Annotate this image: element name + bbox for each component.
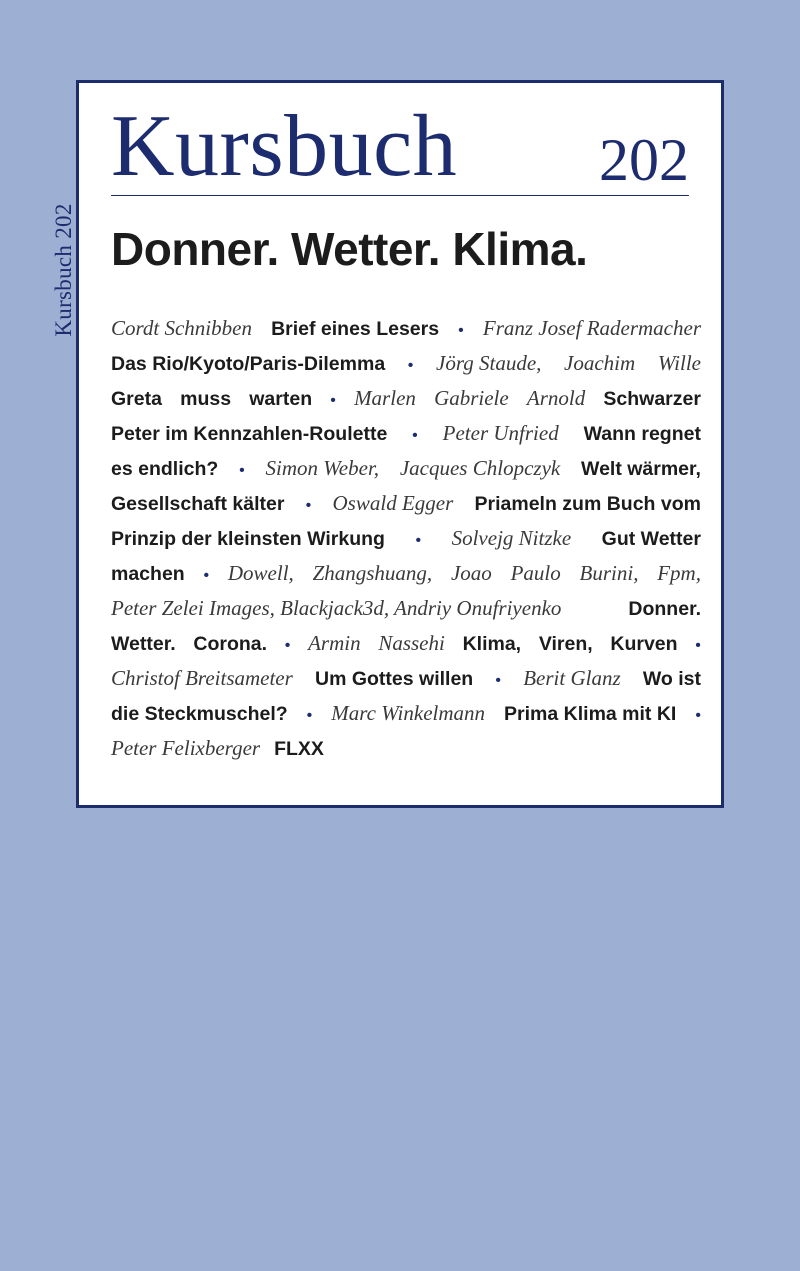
article-title: Das Rio/Kyoto/Paris-Dilemma bbox=[111, 353, 386, 375]
spine-title: Kursbuch 202 bbox=[51, 203, 76, 337]
bullet-separator: • bbox=[330, 392, 336, 409]
article-title: Welt wärmer, bbox=[581, 458, 701, 480]
article-title: es endlich? bbox=[111, 458, 219, 480]
article-title-word: Corona. bbox=[193, 633, 268, 655]
issue-number: 202 bbox=[599, 127, 689, 193]
bullet-separator: • bbox=[203, 567, 210, 584]
author-name: Peter Zelei Images, Blackjack3d, Andriy Onufriyenko bbox=[111, 596, 562, 620]
bullet-separator: • bbox=[239, 462, 245, 479]
article-title: Gesellschaft kälter bbox=[111, 493, 285, 515]
author-name-word: Nassehi bbox=[378, 631, 445, 655]
contents-line bbox=[111, 451, 701, 486]
bullet-separator: • bbox=[412, 427, 418, 444]
bullet-separator: • bbox=[695, 637, 701, 654]
article-title-word: Klima, bbox=[462, 633, 522, 655]
author-name: Cordt Schnibben bbox=[111, 316, 252, 340]
cover-panel bbox=[76, 80, 724, 808]
author-name-word: Paulo bbox=[510, 561, 561, 585]
author-name-word: Zhangshuang, bbox=[312, 561, 433, 585]
article-title: Prinzip der kleinsten Wirkung bbox=[111, 528, 385, 550]
article-title: Wann regnet bbox=[583, 423, 701, 445]
author-name: Simon Weber, bbox=[265, 456, 380, 480]
author-name: Oswald Egger bbox=[332, 491, 454, 515]
author-name-word: Arnold bbox=[526, 386, 586, 410]
author-name: Peter Unfried bbox=[442, 421, 559, 445]
masthead bbox=[111, 98, 689, 196]
contents-line bbox=[111, 311, 701, 346]
author-name: Jacques Chlopczyk bbox=[399, 456, 561, 480]
contents-line bbox=[111, 416, 701, 451]
bullet-separator: • bbox=[695, 707, 701, 724]
article-title: die Steckmuschel? bbox=[111, 703, 288, 725]
issue-title: Donner. Wetter. Klima. bbox=[111, 223, 588, 275]
bullet-separator: • bbox=[284, 637, 291, 654]
author-name: Joachim bbox=[564, 351, 636, 375]
contents-line bbox=[111, 486, 701, 521]
author-name-word: Marlen bbox=[354, 386, 416, 410]
article-title: Brief eines Lesers bbox=[271, 318, 440, 340]
bullet-separator: • bbox=[415, 532, 422, 549]
author-name: Marc Winkelmann bbox=[331, 701, 486, 725]
article-title: Peter im Kennzahlen-Roulette bbox=[111, 423, 388, 445]
author-name-word: Joao bbox=[450, 561, 492, 585]
article-title-word: muss bbox=[180, 388, 232, 410]
article-title-word: Wetter. bbox=[111, 633, 176, 655]
author-name: Franz Josef Radermacher bbox=[482, 316, 701, 340]
article-title: FLXX bbox=[274, 738, 324, 760]
bullet-separator: • bbox=[407, 357, 414, 374]
table-of-contents bbox=[111, 311, 701, 766]
contents-line bbox=[111, 661, 701, 696]
author-name: Wille bbox=[657, 351, 701, 375]
author-name: Berit Glanz bbox=[523, 666, 621, 690]
contents-line bbox=[111, 731, 701, 766]
contents-line bbox=[111, 521, 701, 556]
author-name: Jörg Staude, bbox=[436, 351, 542, 375]
author-name-word: Armin bbox=[308, 631, 361, 655]
author-name-word: Fpm, bbox=[657, 561, 701, 585]
article-title: Schwarzer bbox=[603, 388, 701, 410]
contents-line bbox=[111, 696, 701, 731]
contents-line bbox=[111, 626, 701, 661]
magazine-title: Kursbuch bbox=[111, 98, 458, 195]
article-title-word: Kurven bbox=[610, 633, 678, 655]
article-title: Wo ist bbox=[642, 668, 701, 690]
contents-line bbox=[111, 381, 701, 416]
article-title-word: Greta bbox=[111, 388, 162, 410]
article-title-word: warten bbox=[249, 388, 313, 410]
article-title: Gut Wetter bbox=[601, 528, 701, 550]
article-title: machen bbox=[111, 563, 185, 585]
article-title-word: Viren, bbox=[538, 633, 593, 655]
author-name-word: Dowell, bbox=[227, 561, 294, 585]
bullet-separator: • bbox=[306, 707, 313, 724]
author-name: Solvejg Nitzke bbox=[451, 526, 572, 550]
article-title: Priameln zum Buch vom bbox=[474, 493, 701, 515]
article-title: Um Gottes willen bbox=[315, 668, 474, 690]
contents-line bbox=[111, 591, 701, 626]
author-name-word: Gabriele bbox=[434, 386, 509, 410]
author-name-word: Burini, bbox=[579, 561, 639, 585]
contents-line bbox=[111, 346, 701, 381]
contents-line bbox=[111, 556, 701, 591]
bullet-separator: • bbox=[305, 497, 312, 514]
bullet-separator: • bbox=[495, 672, 502, 689]
author-name: Christof Breitsameter bbox=[111, 666, 293, 690]
article-title: Prima Klima mit KI bbox=[504, 703, 677, 725]
article-title: Donner. bbox=[628, 598, 701, 620]
bullet-separator: • bbox=[458, 322, 464, 339]
author-name: Peter Felixberger bbox=[111, 736, 261, 760]
